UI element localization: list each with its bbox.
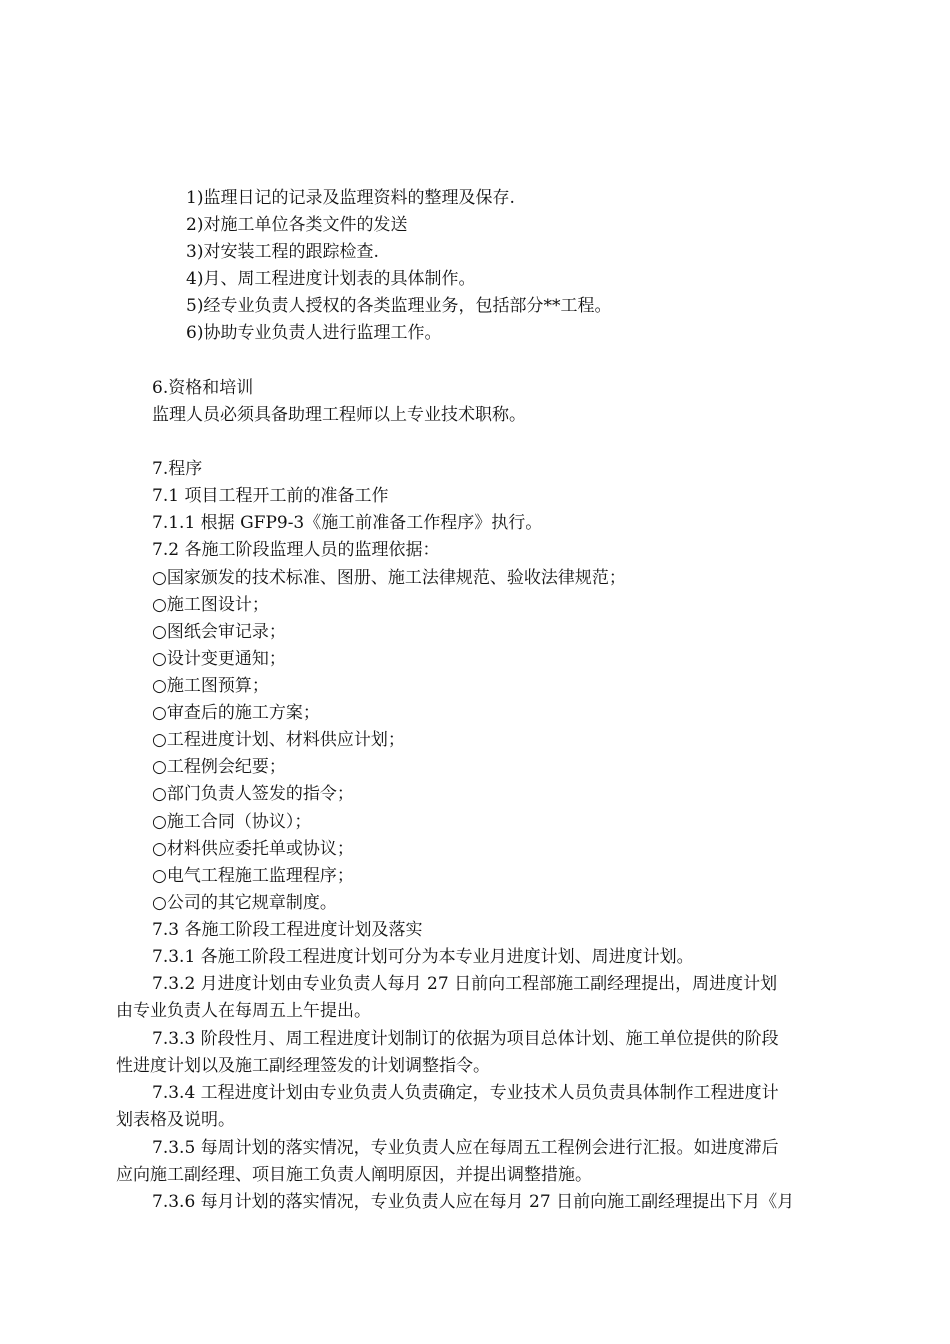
basis-item: ○国家颁发的技术标准、图册、施工法律规范、验收法律规范； [152,568,626,588]
basis-item: ○材料供应委托单或协议； [152,839,354,859]
duty-item: 4)月、周工程进度计划表的具体制作。 [186,269,476,289]
basis-item: ○电气工程施工监理程序； [152,866,354,886]
paragraph: 7.1.1 根据 GFP9-3《施工前准备工作程序》执行。 [152,513,543,533]
paragraph-continuation: 划表格及说明。 [116,1110,235,1130]
subsection-heading: 7.1 项目工程开工前的准备工作 [152,486,389,506]
paragraph: 7.3.3 阶段性月、周工程进度计划制订的依据为项目总体计划、施工单位提供的阶段 [152,1029,779,1049]
subsection-heading: 7.3 各施工阶段工程进度计划及落实 [152,920,423,940]
duty-item: 1)监理日记的记录及监理资料的整理及保存. [186,188,515,208]
duty-item: 5)经专业负责人授权的各类监理业务，包括部分**工程。 [186,296,612,316]
basis-item: ○图纸会审记录； [152,622,286,642]
paragraph: 7.3.5 每周计划的落实情况，专业负责人应在每周五工程例会进行汇报。如进度滞后 [152,1138,779,1158]
section-heading: 7.程序 [152,459,203,479]
paragraph: 7.3.1 各施工阶段工程进度计划可分为本专业月进度计划、周进度计划。 [152,947,694,967]
duty-item: 2)对施工单位各类文件的发送 [186,215,408,235]
paragraph-continuation: 应向施工副经理、项目施工负责人阐明原因，并提出调整措施。 [116,1165,592,1185]
basis-item: ○施工合同（协议）； [152,812,312,832]
paragraph: 7.3.4 工程进度计划由专业负责人负责确定，专业技术人员负责具体制作工程进度计 [152,1083,779,1103]
basis-item: ○审查后的施工方案； [152,703,320,723]
paragraph: 7.3.2 月进度计划由专业负责人每月 27 日前向工程部施工副经理提出，周进度计划 [152,974,778,994]
section-heading: 6.资格和培训 [152,378,254,398]
basis-item: ○公司的其它规章制度。 [152,893,337,913]
basis-item: ○施工图预算； [152,676,269,696]
paragraph-continuation: 由专业负责人在每周五上午提出。 [116,1001,371,1021]
basis-item: ○部门负责人签发的指令； [152,784,354,804]
basis-item: ○工程进度计划、材料供应计划； [152,730,405,750]
paragraph: 监理人员必须具备助理工程师以上专业技术职称。 [152,405,526,425]
basis-item: ○施工图设计； [152,595,269,615]
paragraph: 7.3.6 每月计划的落实情况，专业负责人应在每月 27 日前向施工副经理提出下月《月 [152,1192,795,1212]
paragraph-continuation: 性进度计划以及施工副经理签发的计划调整指令。 [116,1056,490,1076]
basis-item: ○设计变更通知； [152,649,286,669]
duty-item: 3)对安装工程的跟踪检查. [186,242,379,262]
basis-item: ○工程例会纪要； [152,757,286,777]
subsection-heading: 7.2 各施工阶段监理人员的监理依据： [152,540,440,560]
duty-item: 6)协助专业负责人进行监理工作。 [186,323,442,343]
